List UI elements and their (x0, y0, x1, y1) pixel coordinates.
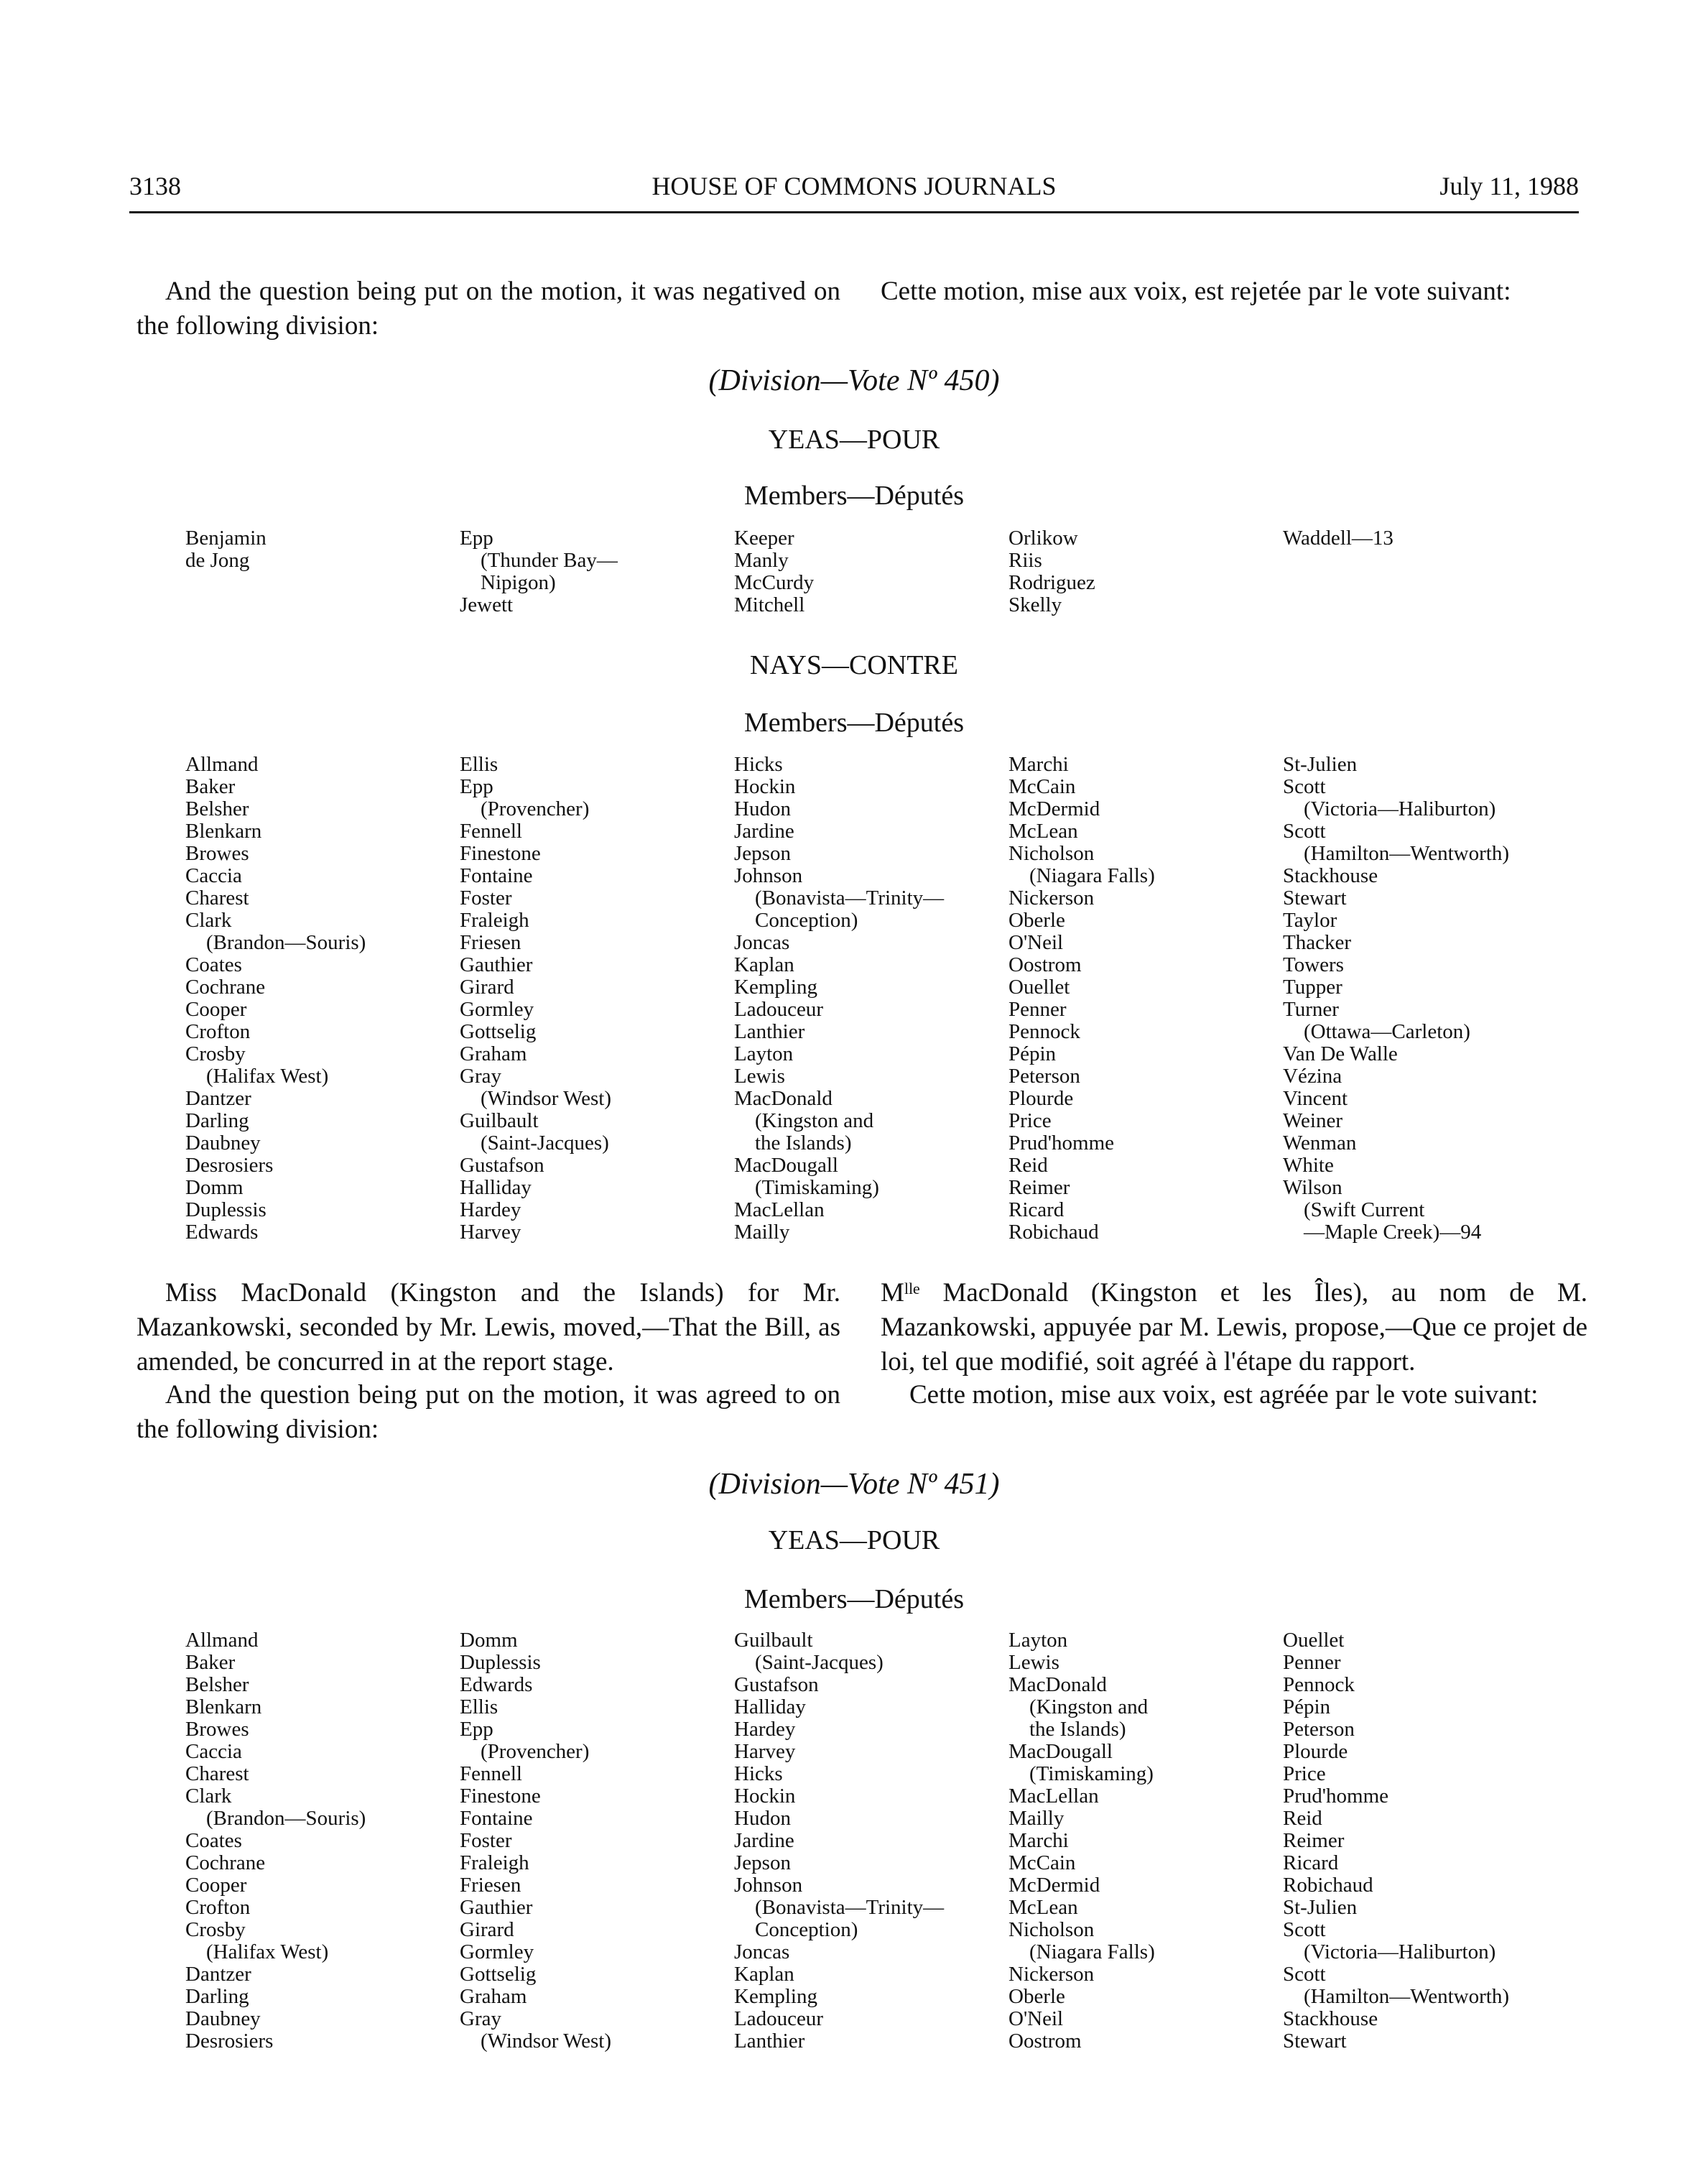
member-column: Ellis Epp (Provencher) Fennell Finestone Fontaine Foster Fraleigh Friesen Gauthier Girard Gormley Gottselig Graham Gray (Windsor West) Guilbault (Saint-Jacques) Gustafson Halliday Hardey Harvey (460, 753, 612, 1244)
division-451-yeas-list (185, 1629, 1586, 2075)
journal-title: HOUSE OF COMMONS JOURNALS (651, 172, 1057, 200)
question-text-fr-1: Cette motion, mise aux voix, est rejetée par le vote suivant: (881, 277, 1511, 306)
member-column: Waddell—13 (1283, 527, 1393, 550)
journal-date: July 11, 1988 (1439, 172, 1579, 200)
division-450-title: (Division—Vote Nº 450) (708, 364, 1000, 397)
motion-text-fr: Mˡˡᵉ MacDonald (Kingston et les Îles), au nom de M. Mazankowski, appuyée par M. Lewis, propose,—Que ce projet de loi, tel que modifié, soit agréé à l'étape du rapport. (881, 1278, 1587, 1376)
question-paragraph-fr-1 (881, 274, 1587, 309)
member-column: Allmand Baker Belsher Blenkarn Browes Caccia Charest Clark (Brandon—Souris) Coates Cochrane Cooper Crofton Crosby (Halifax West) Dantzer Darling Daubney Desrosiers (185, 1629, 366, 2053)
division-451-title: (Division—Vote Nº 451) (708, 1468, 1000, 1501)
member-column: Epp (Thunder Bay— Nipigon) Jewett (460, 527, 618, 616)
division-450-nays-heading: NAYS—CONTRE (750, 650, 958, 680)
division-450-nays-members-heading: Members—Députés (743, 708, 965, 738)
motion-text-en: Miss MacDonald (Kingston and the Islands) for Mr. Mazankowski, seconded by Mr. Lewis, moved,—That the Bill, as amended, be concurred in at the report stage. (136, 1278, 840, 1376)
member-column: Allmand Baker Belsher Blenkarn Browes Caccia Charest Clark (Brandon—Souris) Coates Cochrane Cooper Crofton Crosby (Halifax West) Dantzer Darling Daubney Desrosiers Domm Duplessis Edwards (185, 753, 366, 1244)
division-450-yeas-members-heading: Members—Députés (743, 481, 965, 511)
motion-paragraph-fr (881, 1276, 1587, 1379)
member-column: Ouellet Penner Pennock Pépin Peterson Plourde Price Prud'homme Reid Reimer Ricard Robichaud St-Julien Scott (Victoria—Haliburton) Scott (Hamilton—Wentworth) Stackhouse Stewart (1283, 1629, 1509, 2053)
member-column: Guilbault (Saint-Jacques) Gustafson Halliday Hardey Harvey Hicks Hockin Hudon Jardine Jepson Johnson (Bonavista—Trinity— Conception) Joncas Kaplan Kempling Ladouceur Lanthier (734, 1629, 945, 2053)
member-column: Domm Duplessis Edwards Ellis Epp (Provencher) Fennell Finestone Fontaine Foster Fraleigh Friesen Gauthier Girard Gormley Gottselig Graham Gray (Windsor West) (460, 1629, 612, 2053)
division-451-yeas-heading: YEAS—POUR (768, 1525, 940, 1555)
member-column: Benjamin de Jong (185, 527, 266, 572)
question-paragraph-en-1 (136, 274, 840, 343)
question-paragraph-fr-2 (881, 1378, 1587, 1412)
member-column: Marchi McCain McDermid McLean Nicholson (Niagara Falls) Nickerson Oberle O'Neil Oostrom Ouellet Penner Pennock Pépin Peterson Plourde Price Prud'homme Reid Reimer Ricard Robichaud (1008, 753, 1155, 1244)
question-paragraph-en-2 (136, 1378, 840, 1447)
page-number: 3138 (129, 172, 181, 200)
question-text-en-2: And the question being put on the motion, it was agreed to on the following division: (136, 1380, 840, 1444)
division-451-yeas-members-heading: Members—Députés (743, 1584, 965, 1614)
question-text-en-1: And the question being put on the motion, it was negatived on the following division: (136, 277, 840, 341)
member-column: Hicks Hockin Hudon Jardine Jepson Johnson (Bonavista—Trinity— Conception) Joncas Kaplan Kempling Ladouceur Lanthier Layton Lewis MacDonald (Kingston and the Islands) MacDougall (Timiskaming) MacLellan Mailly (734, 753, 945, 1244)
division-450-yeas-heading: YEAS—POUR (768, 425, 940, 455)
member-column: St-Julien Scott (Victoria—Haliburton) Scott (Hamilton—Wentworth) Stackhouse Stewart Taylor Thacker Towers Tupper Turner (Ottawa—Carleton) Van De Walle Vézina Vincent Weiner Wenman White Wilson (Swift Current —Maple Creek)—94 (1283, 753, 1509, 1244)
motion-paragraph-en (136, 1276, 840, 1379)
question-text-fr-2: Cette motion, mise aux voix, est agréée par le vote suivant: (909, 1380, 1539, 1410)
member-column: Keeper Manly McCurdy Mitchell (734, 527, 815, 616)
member-column: Layton Lewis MacDonald (Kingston and the Islands) MacDougall (Timiskaming) MacLellan Mailly Marchi McCain McDermid McLean Nicholson (Niagara Falls) Nickerson Oberle O'Neil Oostrom (1008, 1629, 1155, 2053)
division-450-yeas-list (185, 527, 1586, 624)
division-450-nays-list (185, 754, 1586, 1285)
member-column: Orlikow Riis Rodriguez Skelly (1008, 527, 1095, 616)
running-header (129, 171, 1579, 213)
